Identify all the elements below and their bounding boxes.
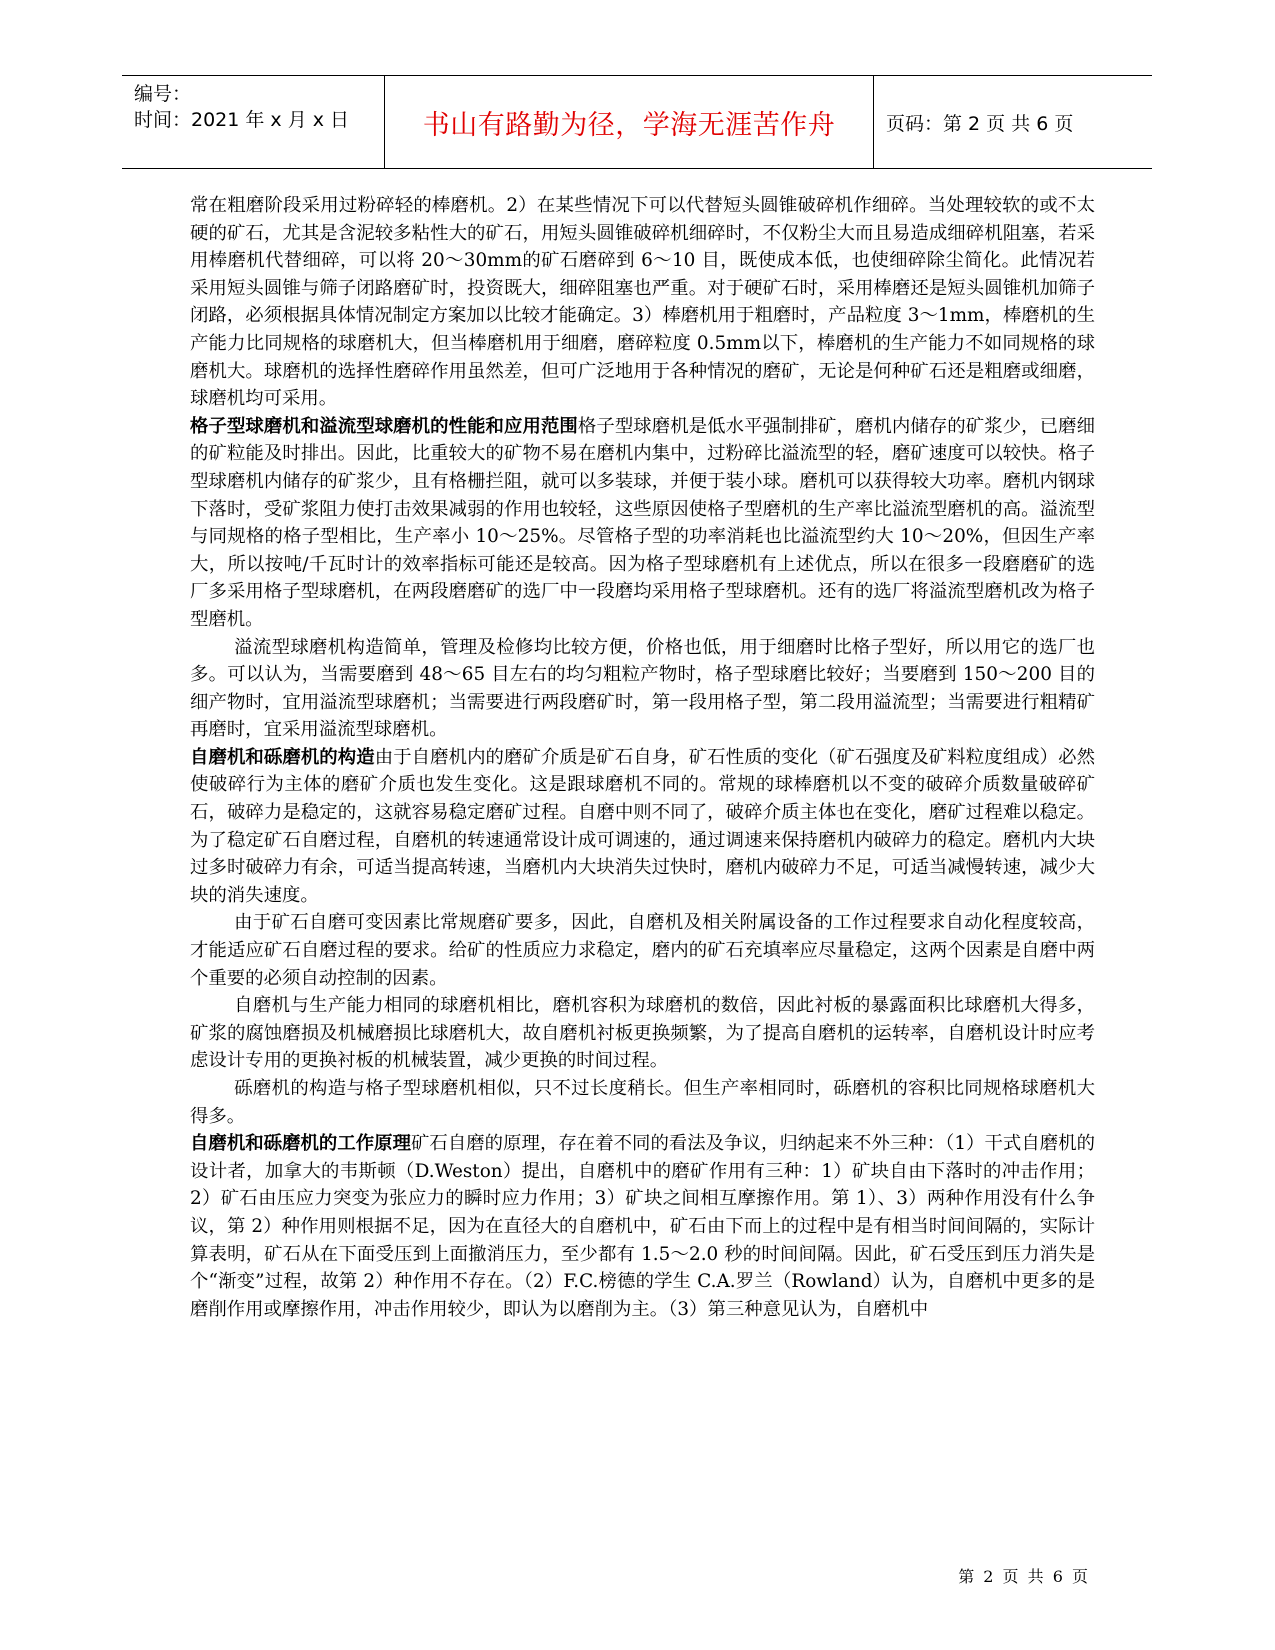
paragraph: [190, 909, 1095, 992]
paragraph: [190, 413, 1095, 634]
motto: 书山有路勤为径，学海无涯苦作舟: [422, 109, 836, 141]
paragraph-text: 格子型球磨机是低水平强制排矿，磨机内储存的矿浆少，已磨细的矿粒能及时排出。因此，比重较大的矿物不易在磨机内集中，过粉碎比溢流型的轻，磨矿速度可以较快。格子型球磨机内储存的矿浆少，且有格栅拦阻，就可以多装球，并便于装小球。磨机可以获得较大功率。磨机内钢球下落时，受矿浆阻力使打击效果减弱的作用也较轻，这些原因使格子型磨机的生产率比溢流型磨机的高。溢流型与同规格的格子型相比，生产率小 10～25%。尽管格子型的功率消耗也比溢流型约大 10～20%，但因生产率大，所以按吨/千瓦时计的效率指标可能还是较高。因为格子型球磨机有上述优点，所以在很多一段磨磨矿的选厂多采用格子型球磨机，在两段磨磨矿的选厂中一段磨均采用格子型球磨机。还有的选厂将溢流型磨机改为格子型磨机。: [190, 415, 1095, 630]
paragraph-text: 自磨机与生产能力相同的球磨机相比，磨机容积为球磨机的数倍，因此衬板的暴露面积比球磨机大得多，矿浆的腐蚀磨损及机械磨损比球磨机大，故自磨机衬板更换频繁，为了提高自磨机的运转率，自磨机设计时应考虑设计专用的更换衬板的机械装置，减少更换的时间过程。: [190, 995, 1095, 1072]
paragraph-text: 砾磨机的构造与格子型球磨机相似，只不过长度稍长。但生产率相同时，砾磨机的容积比同规格球磨机大得多。: [190, 1078, 1095, 1127]
paragraph: [190, 992, 1095, 1075]
paragraph-text: 溢流型球磨机构造简单，管理及检修均比较方便，价格也低，用于细磨时比格子型好，所以用它的选厂也多。可以认为，当需要磨到 48～65 目左右的均匀粗粒产物时，格子型球磨比较好；当要磨到 150～200 目的细产物时，宜用溢流型球磨机；当需要进行两段磨矿时，第一段用格子型，第二段用溢流型；当需要进行粗精矿再磨时，宜采用溢流型球磨机。: [190, 636, 1095, 741]
paragraph-heading: 自磨机和砾磨机的工作原理: [190, 1133, 412, 1155]
paragraph-text: 由于矿石自磨可变因素比常规磨矿要多，因此，自磨机及相关附属设备的工作过程要求自动化程度较高，才能适应矿石自磨过程的要求。给矿的性质应力求稳定，磨内的矿石充填率应尽量稳定，这两个因素是自磨中两个重要的必须自动控制的因素。: [190, 912, 1095, 989]
paragraph: [190, 1075, 1095, 1130]
paragraph: [190, 634, 1095, 744]
paragraph-text: 矿石自磨的原理，存在着不同的看法及争议，归纳起来不外三种：（1）干式自磨机的设计者，加拿大的韦斯顿（D.Weston）提出，自磨机中的磨矿作用有三种：1）矿块自由下落时的冲击作用；2）矿石由压应力突变为张应力的瞬时应力作用；3）矿块之间相互摩擦作用。第 1）、3）两种作用没有什么争议，第 2）种作用则根据不足，因为在直径大的自磨机中，矿石由下而上的过程中是有相当时间间隔的，实际计算表明，矿石从在下面受压到上面撤消压力，至少都有 1.5～2.0 秒的时间间隔。因此，矿石受压到压力消失是个“渐变”过程，故第 2）种作用不存在。（2）F.C.榜德的学生 C.A.罗兰（Rowland）认为，自磨机中更多的是磨削作用或摩擦作用，冲击作用较少，即认为以磨削为主。（3）第三种意见认为，自磨机中: [190, 1133, 1096, 1320]
header-meta: [122, 76, 384, 168]
paragraph-text: 常在粗磨阶段采用过粉碎轻的棒磨机。2）在某些情况下可以代替短头圆锥破碎机作细碎。当处理较软的或不太硬的矿石，尤其是含泥较多粘性大的矿石，用短头圆锥破碎机细碎时，不仅粉尘大而且易造成细碎机阻塞，若采用棒磨机代替细碎，可以将 20～30mm的矿石磨碎到 6～10 目，既使成本低，也使细碎除尘简化。此情况若采用短头圆锥与筛子闭路磨矿时，投资既大，细碎阻塞也严重。对于硬矿石时，采用棒磨还是短头圆锥机加筛子闭路，必须根据具体情况制定方案加以比较才能确定。3）棒磨机用于粗磨时，产品粒度 3～1mm，棒磨机的生产能力比同规格的球磨机大，但当棒磨机用于细磨，磨碎粒度 0.5mm以下，棒磨机的生产能力不如同规格的球磨机大。球磨机的选择性磨碎作用虽然差，但可广泛地用于各种情况的磨矿，无论是何种矿石还是粗磨或细磨，球磨机均可采用。: [190, 195, 1095, 410]
page-footer: 第 2 页 共 6 页: [958, 1567, 1090, 1586]
paragraph-text: 由于自磨机内的磨矿介质是矿石自身，矿石性质的变化（矿石强度及矿料粒度组成）必然使破碎行为主体的磨矿介质也发生变化。这是跟球磨机不同的。常规的球棒磨机以不变的破碎介质数量破碎矿石，破碎力是稳定的，这就容易稳定磨矿过程。自磨中则不同了，破碎介质主体也在变化，磨矿过程难以稳定。为了稳定矿石自磨过程，自磨机的转速通常设计成可调速的，通过调速来保持磨机内破碎力的稳定。磨机内大块过多时破碎力有余，可适当提高转速，当磨机内大块消失过快时，磨机内破碎力不足，可适当减慢转速，减少大块的消失速度。: [190, 746, 1095, 906]
page-header: [122, 75, 1152, 169]
document-body: [190, 192, 1095, 1323]
header-page-cell: [874, 76, 1152, 168]
number-label: 编号：: [134, 83, 192, 105]
paragraph: [190, 192, 1095, 413]
paragraph: [190, 1130, 1095, 1323]
paragraph-heading: 自磨机和砾磨机的构造: [190, 746, 375, 768]
paragraph-heading: 格子型球磨机和溢流型球磨机的性能和应用范围: [190, 415, 578, 437]
page-info: 页码：第 2 页 共 6 页: [886, 112, 1074, 135]
header-motto-cell: [384, 76, 874, 168]
time-label: 时间：2021 年 x 月 x 日: [134, 109, 350, 131]
paragraph: [190, 744, 1095, 910]
